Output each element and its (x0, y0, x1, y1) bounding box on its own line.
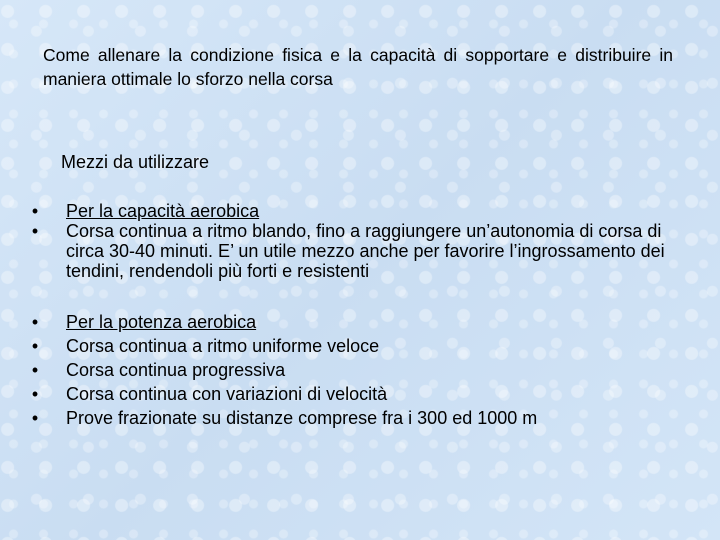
list-item-text: Corsa continua a ritmo uniforme veloce (66, 336, 380, 356)
bullet-icon: • (31, 312, 39, 332)
bullet-icon: • (31, 201, 39, 221)
bullet-icon: • (31, 336, 39, 356)
list-item (28, 406, 678, 430)
list-item-text: Corsa continua progressiva (66, 360, 286, 380)
list-item (28, 221, 678, 281)
bullet-list-aerobic-capacity (28, 201, 678, 281)
bullet-list-aerobic-power (28, 310, 678, 430)
list-item (28, 201, 678, 221)
slide-title: Come allenare la condizione fisica e la capacità di sopportare e distribuire in maniera ottimale lo sforzo nella corsa (43, 45, 673, 89)
list-item-heading: Per la potenza aerobica (66, 312, 257, 332)
list-item-text: Prove frazionate su distanze comprese fra i 300 ed 1000 m (66, 408, 538, 428)
list-item-heading: Per la capacità aerobica (66, 201, 260, 221)
list-item (28, 310, 678, 334)
list-item-text: Corsa continua con variazioni di velocità (66, 384, 388, 404)
list-item (28, 358, 678, 382)
bullet-icon: • (31, 221, 39, 241)
bullet-icon: • (31, 408, 39, 428)
list-item (28, 382, 678, 406)
slide-subtitle: Mezzi da utilizzare (61, 152, 210, 172)
list-item (28, 334, 678, 358)
bullet-icon: • (31, 360, 39, 380)
list-item-text: Corsa continua a ritmo blando, fino a raggiungere un’autonomia di corsa di circa 30-40 minuti. E’ un utile mezzo anche per favorire l’ingrossamento dei tendini, rendendoli più forti e resistenti (66, 221, 665, 281)
bullet-icon: • (31, 384, 39, 404)
